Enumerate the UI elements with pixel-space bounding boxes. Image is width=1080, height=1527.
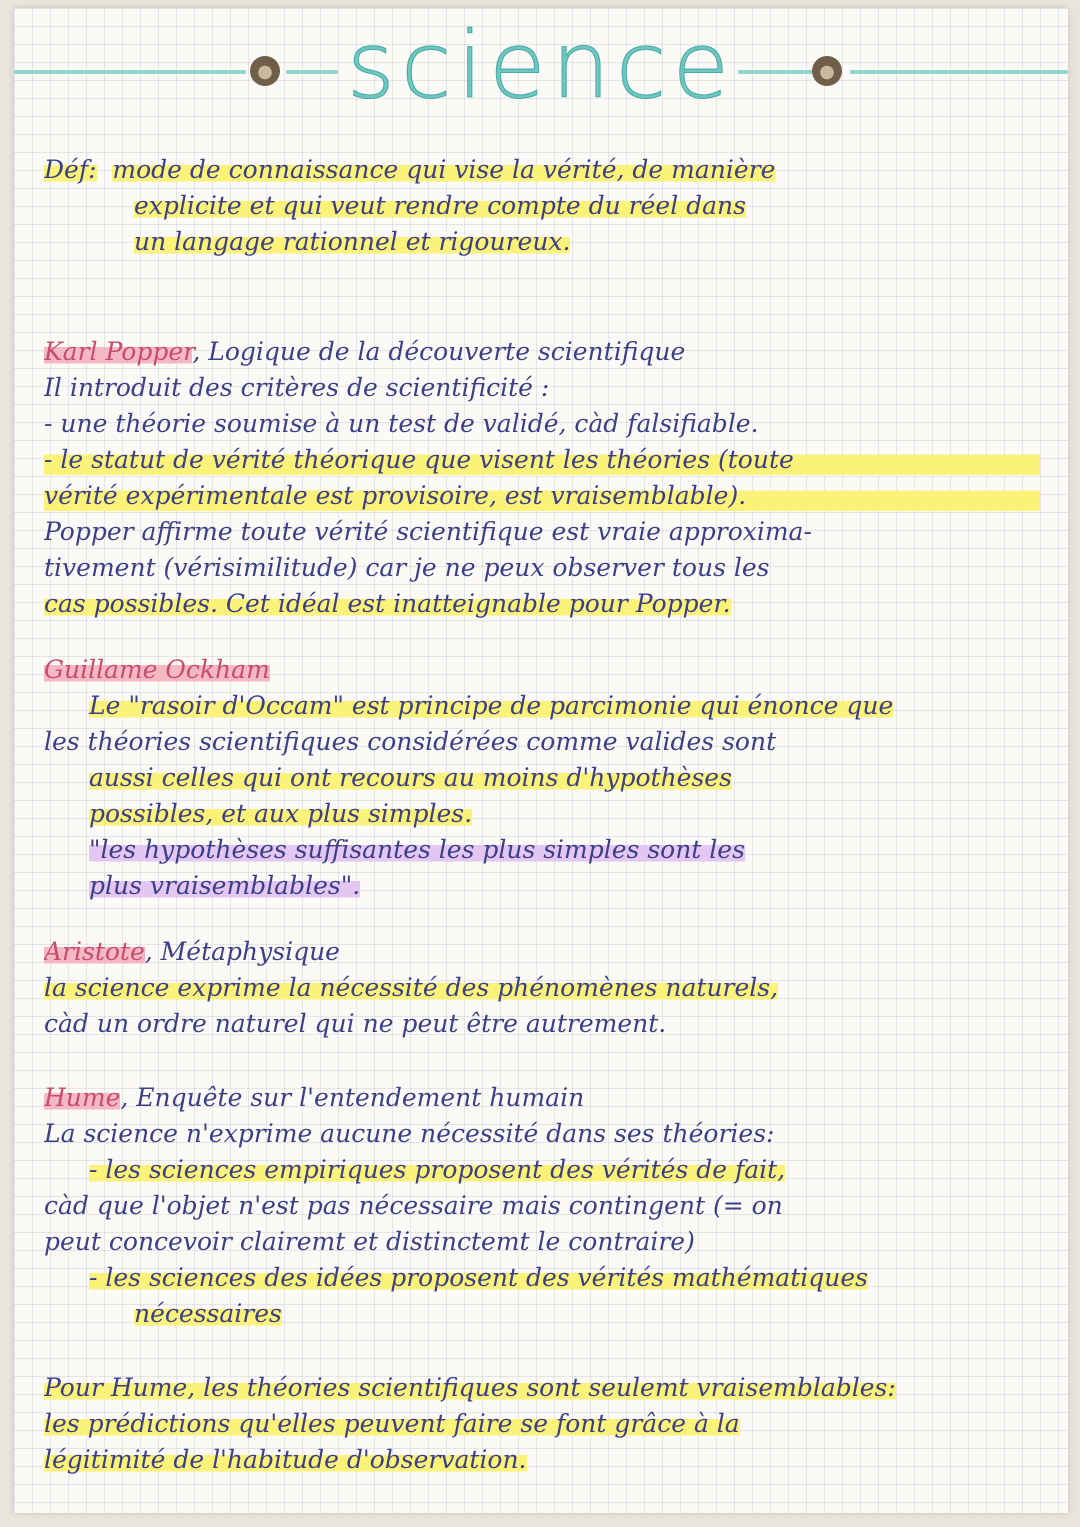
notebook-page [14, 8, 1068, 1513]
hume-line: càd que l'objet n'est pas nécessaire mais contingent (= on [44, 1191, 783, 1220]
aristote-line: càd un ordre naturel qui ne peut être autrement. [44, 1009, 667, 1038]
ockham-quote-line: plus vraisemblables". [89, 871, 361, 900]
definition-line: explicite et qui veut rendre compte du réel dans [134, 191, 746, 220]
hume-line: nécessaires [134, 1299, 282, 1328]
popper-line: Popper affirme toute vérité scientifique est vraie approxima- [44, 517, 812, 546]
definition-line: un langage rationnel et rigoureux. [134, 227, 571, 256]
ockham-author: Guillame Ockham [44, 655, 270, 684]
definition-label: Déf: [44, 155, 97, 184]
hume-section [44, 1080, 1040, 1332]
ockham-quote-line: "les hypothèses suffisantes les plus simples sont les [89, 835, 745, 864]
hume-author: Hume [44, 1083, 121, 1112]
ockham-line: Le "rasoir d'Occam" est principe de parcimonie qui énonce que [89, 691, 894, 720]
popper-line: tivement (vérisimilitude) car je ne peux observer tous les [44, 553, 770, 582]
conclusion-line: Pour Hume, les théories scientifiques sont seulemt vraisemblables: [44, 1373, 896, 1402]
aristote-line: la science exprime la nécessité des phénomènes naturels, [44, 973, 779, 1002]
ockham-section [44, 652, 1040, 904]
popper-author: Karl Popper [44, 337, 193, 366]
hume-line: - les sciences des idées proposent des vérités mathématiques [89, 1263, 868, 1292]
conclusion-line: les prédictions qu'elles peuvent faire se font grâce à la [44, 1409, 740, 1438]
hume-work: , Enquête sur l'entendement humain [120, 1083, 585, 1112]
page-title: science [346, 12, 736, 119]
conclusion-section [44, 1370, 1040, 1478]
ockham-line: aussi celles qui ont recours au moins d'hypothèses [89, 763, 732, 792]
definition-line: mode de connaissance qui vise la vérité, de manière [112, 155, 776, 184]
popper-line: - le statut de vérité théorique que visent les théories (toute [44, 442, 1040, 478]
popper-line: Il introduit des critères de scientificité : [44, 373, 550, 402]
aristote-section [44, 934, 1040, 1042]
aristote-work: , Métaphysique [144, 937, 340, 966]
conclusion-line: légitimité de l'habitude d'observation. [44, 1445, 527, 1474]
popper-line: - une théorie soumise à un test de validé, càd falsifiable. [44, 409, 759, 438]
popper-line: cas possibles. Cet idéal est inatteignable pour Popper. [44, 589, 731, 618]
ockham-line: les théories scientifiques considérées comme valides sont [44, 727, 777, 756]
popper-work: , Logique de la découverte scientifique [192, 337, 686, 366]
hume-line: - les sciences empiriques proposent des vérités de fait, [89, 1155, 786, 1184]
ockham-line: possibles, et aux plus simples. [89, 799, 473, 828]
hume-line: peut concevoir clairemt et distinctemt le contraire) [44, 1227, 695, 1256]
definition-section [44, 152, 1040, 260]
popper-section [44, 334, 1040, 622]
popper-line: vérité expérimentale est provisoire, est vraisemblable). [44, 478, 1040, 514]
hume-line: La science n'exprime aucune nécessité dans ses théories: [44, 1119, 775, 1148]
aristote-author: Aristote [44, 937, 145, 966]
